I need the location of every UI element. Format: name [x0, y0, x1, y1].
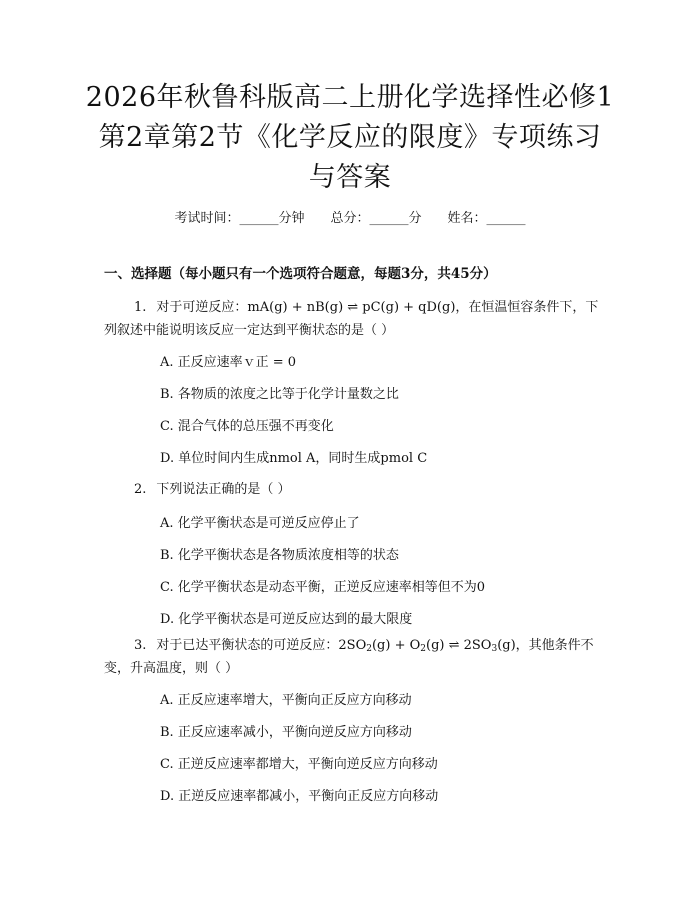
- question-2-option-c: C. 化学平衡状态是动态平衡，正逆反应速率相等但不为0: [160, 580, 486, 595]
- question-3-option-b: B. 正反应速率减小，平衡向逆反应方向移动: [160, 725, 412, 740]
- question-number: 1.: [134, 300, 147, 315]
- subscript: 2: [366, 644, 372, 654]
- subscript: 2: [420, 644, 426, 654]
- exam-time: 考试时间：______分钟: [174, 211, 305, 226]
- question-text-part: 对于已达平衡状态的可逆反应：2SO: [156, 638, 367, 653]
- subscript: 3: [491, 644, 498, 654]
- exam-name: 姓名：______: [447, 211, 526, 226]
- question-1-option-b: B. 各物质的浓度之比等于化学计量数之比: [160, 387, 399, 402]
- question-text-part: (g)，其他条件不变，升高温度，则（ ）: [104, 638, 594, 676]
- exam-meta: [0, 207, 700, 226]
- question-text-part: (g) ⇌ 2SO: [426, 638, 492, 653]
- question-2-option-a: A. 化学平衡状态是可逆反应停止了: [160, 516, 360, 531]
- question-3-stem: [104, 634, 600, 680]
- question-number: 3.: [134, 638, 147, 653]
- exam-total-score: 总分：______分: [330, 211, 422, 226]
- question-1-option-a: A. 正反应速率ｖ正 = 0: [160, 355, 297, 370]
- question-1-option-d: D. 单位时间内生成nmol A，同时生成pmol C: [160, 451, 428, 466]
- question-3-option-a: A. 正反应速率增大，平衡向正反应方向移动: [160, 693, 412, 708]
- question-2-stem: [104, 478, 600, 501]
- question-number: 2.: [134, 482, 147, 497]
- question-text-part: (g) + O: [371, 638, 421, 653]
- question-2-option-d: D. 化学平衡状态是可逆反应达到的最大限度: [160, 612, 413, 627]
- document-title: [0, 78, 700, 198]
- question-2-option-b: B. 化学平衡状态是各物质浓度相等的状态: [160, 548, 399, 563]
- title-line-1: 2026年秋鲁科版高二上册化学选择性必修1: [85, 82, 615, 113]
- question-1-option-c: C. 混合气体的总压强不再变化: [160, 419, 334, 434]
- question-3-option-c: C. 正逆反应速率都增大，平衡向逆反应方向移动: [160, 757, 438, 772]
- title-line-2: 第2章第2节《化学反应的限度》专项练习: [98, 122, 602, 153]
- question-3-option-d: D. 正逆反应速率都减小，平衡向正反应方向移动: [160, 789, 439, 804]
- section-heading: 一、选择题（每小题只有一个选项符合题意，每题3分，共45分）: [104, 266, 497, 282]
- question-text: 对于可逆反应：mA(g) + nB(g) ⇌ pC(g) + qD(g)，在恒温恒容条件下，下列叙述中能说明该反应一定达到平衡状态的是（ ）: [104, 300, 599, 338]
- question-text: 下列说法正确的是（ ）: [156, 482, 291, 497]
- title-line-3: 与答案: [308, 162, 392, 193]
- question-1-stem: [104, 296, 600, 342]
